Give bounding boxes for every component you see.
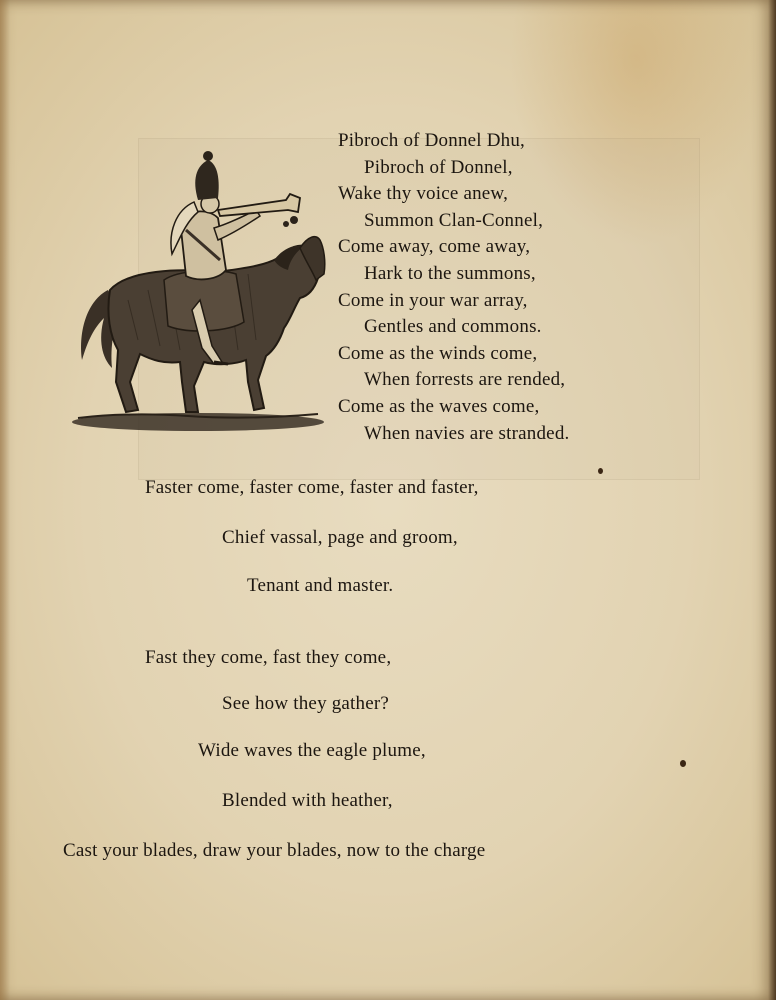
verse-line: Wake thy voice anew,: [338, 183, 509, 205]
verse-line: Pibroch of Donnel,: [364, 156, 513, 178]
horseman-woodcut-illustration: [68, 150, 330, 440]
verse-line: When navies are stranded.: [364, 422, 570, 444]
verse-line: When forrests are rended,: [364, 369, 566, 391]
verse-line: Come away, come away,: [338, 236, 531, 258]
stanza-line: Blended with heather,: [222, 790, 393, 811]
page-binding-edge: [0, 0, 10, 1000]
ink-spot: [598, 468, 603, 474]
verse-line: Hark to the summons,: [364, 262, 536, 284]
stanza-line: See how they gather?: [222, 693, 390, 714]
verse-line: Come as the waves come,: [338, 395, 540, 417]
stanza-line: Tenant and master.: [247, 575, 394, 596]
stanza-line: Chief vassal, page and groom,: [222, 527, 458, 548]
verse-line: Gentles and commons.: [364, 316, 542, 338]
verse-line: Pibroch of Donnel Dhu,: [338, 130, 525, 151]
page-right-edge: [768, 0, 776, 1000]
opening-verse: [338, 128, 569, 447]
verse-line: Come in your war array,: [338, 289, 528, 311]
stanza-line: Wide waves the eagle plume,: [198, 740, 426, 761]
stanza-line: Cast your blades, draw your blades, now to the charge: [63, 840, 486, 861]
verse-line: Come as the winds come,: [338, 342, 538, 364]
stanza-line: Fast they come, fast they come,: [145, 647, 392, 668]
verse-line: Summon Clan-Connel,: [364, 209, 544, 231]
ink-spot: [680, 760, 686, 767]
stanza-line: Faster come, faster come, faster and faster,: [145, 477, 479, 498]
